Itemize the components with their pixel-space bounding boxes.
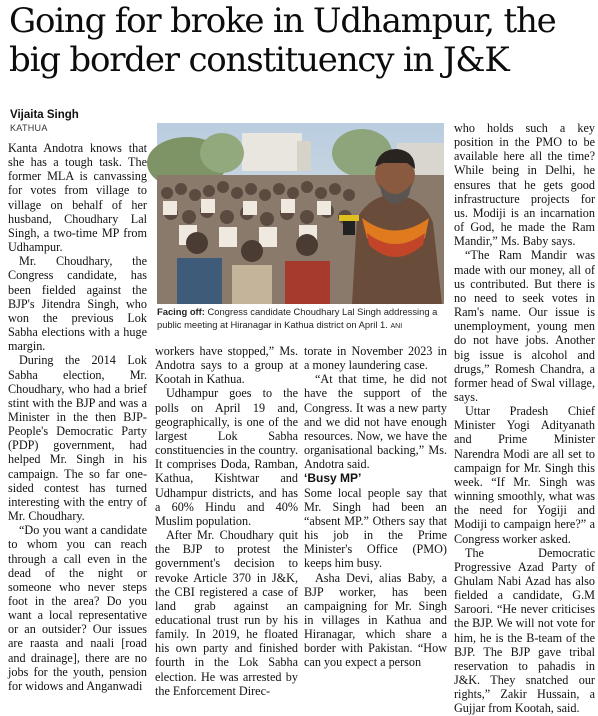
paragraph: After Mr. Choudhary quit the BJP to protest the government's decision to revoke Article 370 in J&K, the CBI registered a case of land grab against an educational trust run by his family. In 2019, he floated his own party and finished fourth in the Lok Sabha election. He was arrested by the Enforcement Direc- bbox=[155, 528, 298, 698]
article-column-4 bbox=[454, 121, 595, 716]
dateline: KATHUA bbox=[10, 123, 48, 133]
paragraph: “At that time, he did not have the support of the Congress. It was a new party and we did not have enough resources. Now, we have the organisational backing,” Ms. Andotra said. bbox=[304, 372, 447, 472]
byline: Vijaita Singh bbox=[10, 109, 79, 121]
paragraph: Udhampur goes to the polls on April 19 and, geographically, is one of the largest Lok Sabha constituencies in the country. It comprises Doda, Ramban, Kathua, Kishtwar and Udhampur districts, and has a 60% Hindu and 40% Muslim population. bbox=[155, 386, 298, 528]
photo-credit: ANI bbox=[390, 322, 403, 330]
caption-text: Congress candidate Choudhary Lal Singh addressing a public meeting at Hiranagar in Kathua district on April 1. bbox=[157, 306, 438, 330]
article-column-3 bbox=[304, 344, 447, 680]
paragraph: Asha Devi, alias Baby, a BJP worker, has been campaigning for Mr. Singh in villages in Kathua and Hiranagar, which share a border with Pakistan. “How can you expect a person bbox=[304, 570, 447, 670]
paragraph: torate in November 2023 in a money laundering case. bbox=[304, 344, 447, 373]
paragraph: workers have stopped,” Ms. Andotra says to a group at Kootah in Kathua. bbox=[155, 344, 298, 387]
news-photo bbox=[157, 123, 444, 304]
paragraph: who holds such a key position in the PMO to be available here all the time? While being in Delhi, he ensures that he gets good infrastructure projects for us. Modiji is an incarnation of God, he made the Ram Mandir,” Ms. Baby says. bbox=[454, 121, 595, 249]
headline: Going for broke in Udhampur, the big border constituency in J&K bbox=[9, 1, 556, 80]
subheading: ‘Busy MP’ bbox=[304, 471, 362, 486]
article-column-1 bbox=[8, 141, 147, 693]
paragraph: “Do you want a candidate to whom you can reach through a call even in the dead of the night or someone who never steps foot in the area? Do you want a local representative or an outsider? Our issues are raasta and naali [road and drainage], there are no jobs for the youth, pension for widows and Anganwadi bbox=[8, 523, 147, 693]
article-column-2 bbox=[155, 344, 298, 698]
paragraph: Mr. Choudhary, the Congress candidate, has been fielded against the BJP's Jitendra Singh, who won the previous Lok Sabha elections with a huge margin. bbox=[8, 254, 147, 354]
photo-caption bbox=[157, 306, 444, 333]
paragraph: Some local people say that Mr. Singh had been an “absent MP.” Others say that his job in the Prime Minister's Office (PMO) keeps him busy. bbox=[304, 485, 447, 571]
paragraph: During the 2014 Lok Sabha election, Mr. Choudhary, who had a brief stint with the BJP and was a Minister in the then BJP-People's Democratic Party (PDP) government, had helped Mr. Singh in his campaign. The so far one-sided contest has turned interesting with the entry of Mr. Choudhary. bbox=[8, 353, 147, 524]
paragraph: Uttar Pradesh Chief Minister Yogi Adityanath and Prime Minister Narendra Modi are all set to campaign for Mr. Singh this week. “If Mr. Singh was winning smoothly, what was the need for Yogiji and Modiji to campaign here?” a Congress worker asked. bbox=[454, 404, 595, 546]
paragraph: The Democratic Progressive Azad Party of Ghulam Nabi Azad has also fielded a candidate, G.M Saroori. “He never criticises the BJP. We will not vote for him, he is the B-team of the BJP. The BJP gave tribal reservation to pahadis in J&K. They snatched our rights,” Zakir Hussain, a Gujjar from Kootah, said. bbox=[454, 545, 595, 716]
paragraph: “The Ram Mandir was made with our money, all of us contributed. But there is no need to seek votes in Ram's name. Our issue is unemployment, young men do not have jobs. Another big issue is alcohol and drugs,” Romesh Chandra, a former head of Swal village, says. bbox=[454, 248, 595, 404]
caption-lead: Facing off: bbox=[157, 306, 205, 317]
photo-illustration bbox=[157, 123, 444, 304]
paragraph: Kanta Andotra knows that she has a tough task. The former MLA is canvassing for votes from village to village on behalf of her husband, Choudhary Lal Singh, a two-time MP from Udhampur. bbox=[8, 141, 147, 255]
